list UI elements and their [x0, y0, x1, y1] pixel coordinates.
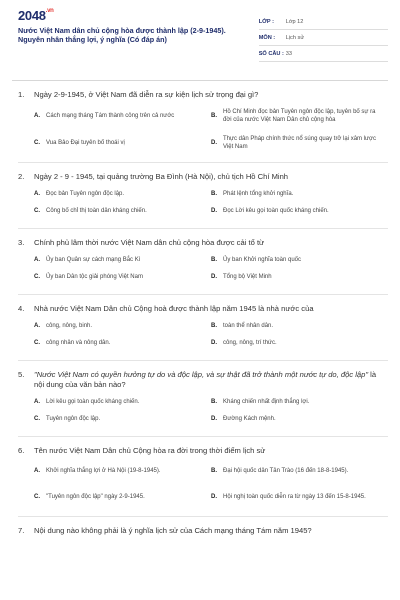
option-text: Ủy ban Khởi nghĩa toàn quốc [223, 257, 301, 264]
logo-suffix: .vn [45, 8, 54, 14]
question-number: 3. [18, 238, 25, 247]
option-letter: B. [211, 257, 217, 264]
question-number: 7. [18, 526, 25, 535]
option-grid [18, 456, 388, 508]
meta-row-class [259, 14, 388, 30]
option-letter: C. [34, 139, 40, 146]
option-a[interactable] [34, 252, 211, 269]
option-d[interactable] [211, 132, 388, 154]
meta-value: Lớp 12 [285, 18, 304, 25]
meta-value: 33 [285, 50, 292, 57]
question-number: 6. [18, 446, 25, 455]
option-d[interactable] [211, 203, 388, 220]
option-text: Lời kêu gọi toàn quốc kháng chiến. [46, 399, 140, 406]
question-text: Chính phủ lâm thời nước Việt Nam dân chủ cộng hòa được cải tổ từ [34, 238, 265, 247]
option-b[interactable] [211, 460, 388, 482]
option-text: Đại hội quốc dân Tân Trào (16 đến 18-8-1945). [223, 467, 349, 474]
option-a[interactable] [34, 318, 211, 335]
option-text: toàn thể nhân dân. [223, 323, 274, 330]
question-5 [18, 361, 388, 437]
meta-value: Lịch sử [285, 34, 305, 41]
option-letter: D. [211, 139, 217, 146]
question-number: 5. [18, 370, 25, 379]
question-text: Tên nước Việt Nam Dân chủ Cộng hòa ra đời trong thời điểm lịch sử [34, 446, 266, 455]
option-letter: D. [211, 340, 217, 347]
option-c[interactable] [34, 269, 211, 286]
option-letter: A. [34, 399, 40, 406]
question-text [34, 370, 388, 390]
option-text: Tuyên ngôn độc lập. [46, 416, 101, 423]
question-7 [18, 517, 388, 536]
question-list [0, 81, 400, 536]
question-3 [18, 229, 388, 295]
option-c[interactable] [34, 486, 211, 508]
option-letter: B. [211, 191, 217, 198]
question-number: 2. [18, 172, 25, 181]
option-text: Đọc Lời kêu gọi toàn quốc kháng chiến. [223, 208, 329, 215]
meta-row-count [259, 46, 388, 62]
option-letter: B. [211, 399, 217, 406]
meta-label: MÔN : [258, 34, 276, 41]
option-c[interactable] [34, 203, 211, 220]
option-b[interactable] [211, 104, 388, 128]
header [0, 0, 400, 70]
question-number: 1. [18, 90, 25, 99]
option-letter: B. [211, 467, 217, 474]
option-text: Đường Kách mệnh. [223, 416, 276, 423]
option-c[interactable] [34, 132, 211, 154]
question-2 [18, 163, 388, 229]
option-c[interactable] [34, 411, 211, 428]
option-text: Ủy ban Dân tộc giải phóng Việt Nam [46, 274, 143, 281]
meta-label: SỐ CÂU : [258, 50, 284, 57]
option-text: Công bố chỉ thị toàn dân kháng chiến. [46, 208, 147, 215]
option-text: công, nông, trí thức. [223, 340, 277, 347]
option-text: Tổng bộ Việt Minh [223, 274, 272, 281]
option-text: Đọc bản Tuyên ngôn độc lập. [46, 191, 125, 198]
option-a[interactable] [34, 394, 211, 411]
option-letter: B. [211, 112, 217, 119]
option-a[interactable] [34, 460, 211, 482]
option-a[interactable] [34, 186, 211, 203]
option-grid [18, 248, 388, 286]
question-tail: là nội dung của văn bản nào? [34, 370, 377, 389]
option-letter: C. [34, 274, 40, 281]
option-b[interactable] [211, 394, 388, 411]
option-letter: B. [211, 323, 217, 330]
option-c[interactable] [34, 335, 211, 352]
option-letter: D. [211, 416, 217, 423]
option-letter: D. [211, 493, 217, 500]
option-d[interactable] [211, 411, 388, 428]
option-b[interactable] [211, 318, 388, 335]
option-text: Ủy ban Quân sự cách mạng Bắc Kì [46, 257, 141, 264]
option-d[interactable] [211, 335, 388, 352]
option-letter: C. [34, 340, 40, 347]
question-4 [18, 295, 388, 361]
option-letter: A. [34, 112, 40, 119]
meta-panel [259, 14, 388, 64]
question-6 [18, 437, 388, 517]
option-text: Thực dân Pháp chính thức nổ súng quay trở lại xâm lược Việt Nam [223, 135, 376, 150]
header-left [18, 8, 229, 64]
option-text: "Tuyên ngôn độc lập" ngày 2-9-1945. [46, 493, 145, 500]
option-grid [18, 390, 388, 428]
option-d[interactable] [211, 269, 388, 286]
meta-row-subject [259, 30, 388, 46]
option-text: công nhân và nông dân. [46, 340, 111, 347]
option-text: Khởi nghĩa thắng lợi ở Hà Nội (19-8-1945). [46, 467, 161, 474]
option-b[interactable] [211, 252, 388, 269]
page-title: Nước Việt Nam dân chủ cộng hòa được thành lập (2-9-1945). Nguyên nhân thắng lợi, ý nghĩa (Có đáp án) [18, 26, 226, 44]
option-a[interactable] [34, 104, 211, 128]
option-text: Vua Bảo Đại tuyên bố thoái vị [46, 139, 125, 146]
meta-label: LỚP : [258, 18, 274, 25]
option-text: Phát lệnh tổng khởi nghĩa. [223, 191, 294, 198]
logo-main: 2048 [18, 8, 46, 23]
option-letter: A. [34, 191, 40, 198]
option-grid [18, 100, 388, 154]
question-number: 4. [18, 304, 25, 313]
option-text: Cách mạng tháng Tám thành công trên cả nước [46, 112, 175, 119]
question-1 [18, 81, 388, 163]
question-text: Ngày 2 - 9 - 1945, tại quảng trường Ba Đình (Hà Nội), chủ tịch Hồ Chí Minh [34, 172, 289, 181]
option-grid [18, 182, 388, 220]
option-letter: C. [34, 416, 40, 423]
site-logo[interactable] [18, 8, 229, 23]
option-text: công, nông, binh. [46, 323, 93, 330]
option-text: Hội nghị toàn quốc diễn ra từ ngày 13 đến 15-8-1945. [223, 493, 366, 500]
option-letter: D. [211, 208, 217, 215]
option-text: Hồ Chí Minh đọc bản Tuyên ngôn độc lập, tuyên bố sự ra đời của nước Việt Nam Dân chủ cộng hòa [223, 108, 376, 123]
option-letter: A. [34, 257, 40, 264]
option-b[interactable] [211, 186, 388, 203]
option-letter: C. [34, 208, 40, 215]
question-text: Nhà nước Việt Nam Dân chủ Cộng hoà được thành lập năm 1945 là nhà nước của [34, 304, 314, 313]
option-letter: D. [211, 274, 217, 281]
option-letter: C. [34, 493, 40, 500]
option-grid [18, 314, 388, 352]
option-d[interactable] [211, 486, 388, 508]
question-text: Ngày 2-9-1945, ở Việt Nam đã diễn ra sự kiện lịch sử trọng đại gì? [34, 90, 259, 99]
option-letter: A. [34, 467, 40, 474]
option-text: Kháng chiến nhất định thắng lợi. [223, 399, 310, 406]
question-text: Nội dung nào không phải là ý nghĩa lịch sử của Cách mạng tháng Tám năm 1945? [34, 526, 312, 535]
option-letter: A. [34, 323, 40, 330]
question-quote: "Nước Việt Nam có quyền hưởng tự do và độc lập, và sự thật đã trở thành một nước tự do, độc lập" [34, 370, 369, 379]
